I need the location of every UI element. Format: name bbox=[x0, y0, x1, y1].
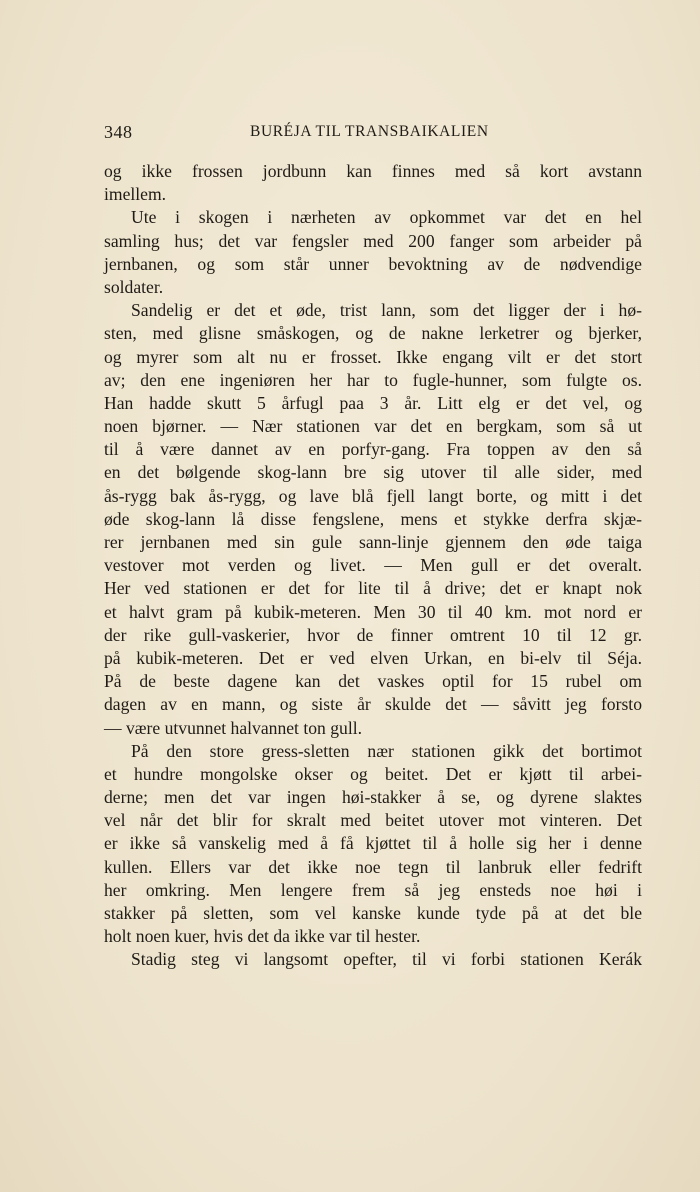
text-line: sten, med glisne småskogen, og de nakne lerketrer og bjerker, bbox=[104, 323, 642, 344]
text-line: derne; men det var ingen høi-stakker å se, og dyrene slaktes bbox=[104, 787, 642, 808]
text-line: vel når det blir for skralt med beitet utover mot vinteren. Det bbox=[104, 810, 642, 831]
text-line: — være utvunnet halvannet ton gull. bbox=[104, 717, 362, 738]
text-line: et halvt gram på kubik-meteren. Men 30 til 40 km. mot nord er bbox=[104, 601, 642, 622]
text-line: øde skog-lann lå disse fengslene, mens et stykke derfra skjæ- bbox=[104, 508, 642, 529]
text-line: imellem. bbox=[104, 184, 167, 205]
text-line: der rike gull-vaskerier, hvor de finner omtrent 10 til 12 gr. bbox=[104, 624, 642, 645]
text-line: Sandelig er det et øde, trist lann, som det ligger der i hø- bbox=[131, 300, 642, 321]
text-line: Stadig steg vi langsomt opefter, til vi forbi stationen Kerák bbox=[131, 949, 642, 970]
text-line: ås-rygg bak ås-rygg, og lave blå fjell langt borte, og mitt i det bbox=[104, 485, 642, 506]
text-line: av; den ene ingeniøren her har to fugle-hunner, som fulgte os. bbox=[104, 369, 642, 390]
text-line: kullen. Ellers var det ikke noe tegn til lanbruk eller fedrift bbox=[104, 856, 642, 877]
body-text bbox=[104, 160, 642, 972]
text-line: jernbanen, og som står unner bevoktning av de nødvendige bbox=[104, 253, 642, 274]
text-line: til å være dannet av en porfyr-gang. Fra toppen av den så bbox=[104, 439, 642, 460]
text-line: på kubik-meteren. Det er ved elven Urkan, en bi-elv til Séja. bbox=[104, 647, 642, 668]
text-line: rer jernbanen med sin gule sann-linje gjennem den øde taiga bbox=[104, 532, 642, 552]
text-line: På de beste dagene kan det vaskes optil for 15 rubel om bbox=[104, 671, 642, 692]
text-line: vestover mot verden og livet. — Men gull er det overalt. bbox=[104, 555, 642, 576]
text-line: Her ved stationen er det for lite til å drive; det er knapt nok bbox=[104, 578, 642, 599]
text-line: stakker på sletten, som vel kanske kunde tyde på at det ble bbox=[104, 903, 642, 923]
text-line: et hundre mongolske okser og beitet. Det er kjøtt til arbei- bbox=[104, 763, 642, 784]
page-number: 348 bbox=[104, 122, 133, 142]
text-line: samling hus; det var fengsler med 200 fanger som arbeider på bbox=[104, 230, 642, 251]
text-line: en det bølgende skog-lann bre sig utover til alle sider, med bbox=[104, 462, 642, 483]
text-line: Ute i skogen i nærheten av opkommet var det en hel bbox=[131, 207, 642, 228]
text-line: noen bjørner. — Nær stationen var det en bergkam, som så ut bbox=[104, 416, 642, 437]
text-line: her omkring. Men lengere frem så jeg ensteds noe høi i bbox=[104, 879, 642, 900]
text-line: og myrer som alt nu er frosset. Ikke engang vilt er det stort bbox=[104, 346, 642, 367]
text-line: dagen av en mann, og siste år skulde det — såvitt jeg forsto bbox=[104, 694, 642, 715]
running-title: BURÉJA TIL TRANSBAIKALIEN bbox=[250, 123, 489, 140]
text-line: og ikke frossen jordbunn kan finnes med så kort avstann bbox=[104, 161, 642, 181]
page-header bbox=[104, 122, 642, 146]
text-line: holt noen kuer, hvis det da ikke var til hester. bbox=[104, 926, 421, 947]
text-line: Han hadde skutt 5 årfugl paa 3 år. Litt elg er det vel, og bbox=[104, 392, 642, 413]
text-line: På den store gress-sletten nær stationen gikk det bortimot bbox=[131, 740, 642, 761]
text-line: er ikke så vanskelig med å få kjøttet til å holle sig her i denne bbox=[104, 833, 642, 854]
text-line: soldater. bbox=[104, 276, 164, 297]
